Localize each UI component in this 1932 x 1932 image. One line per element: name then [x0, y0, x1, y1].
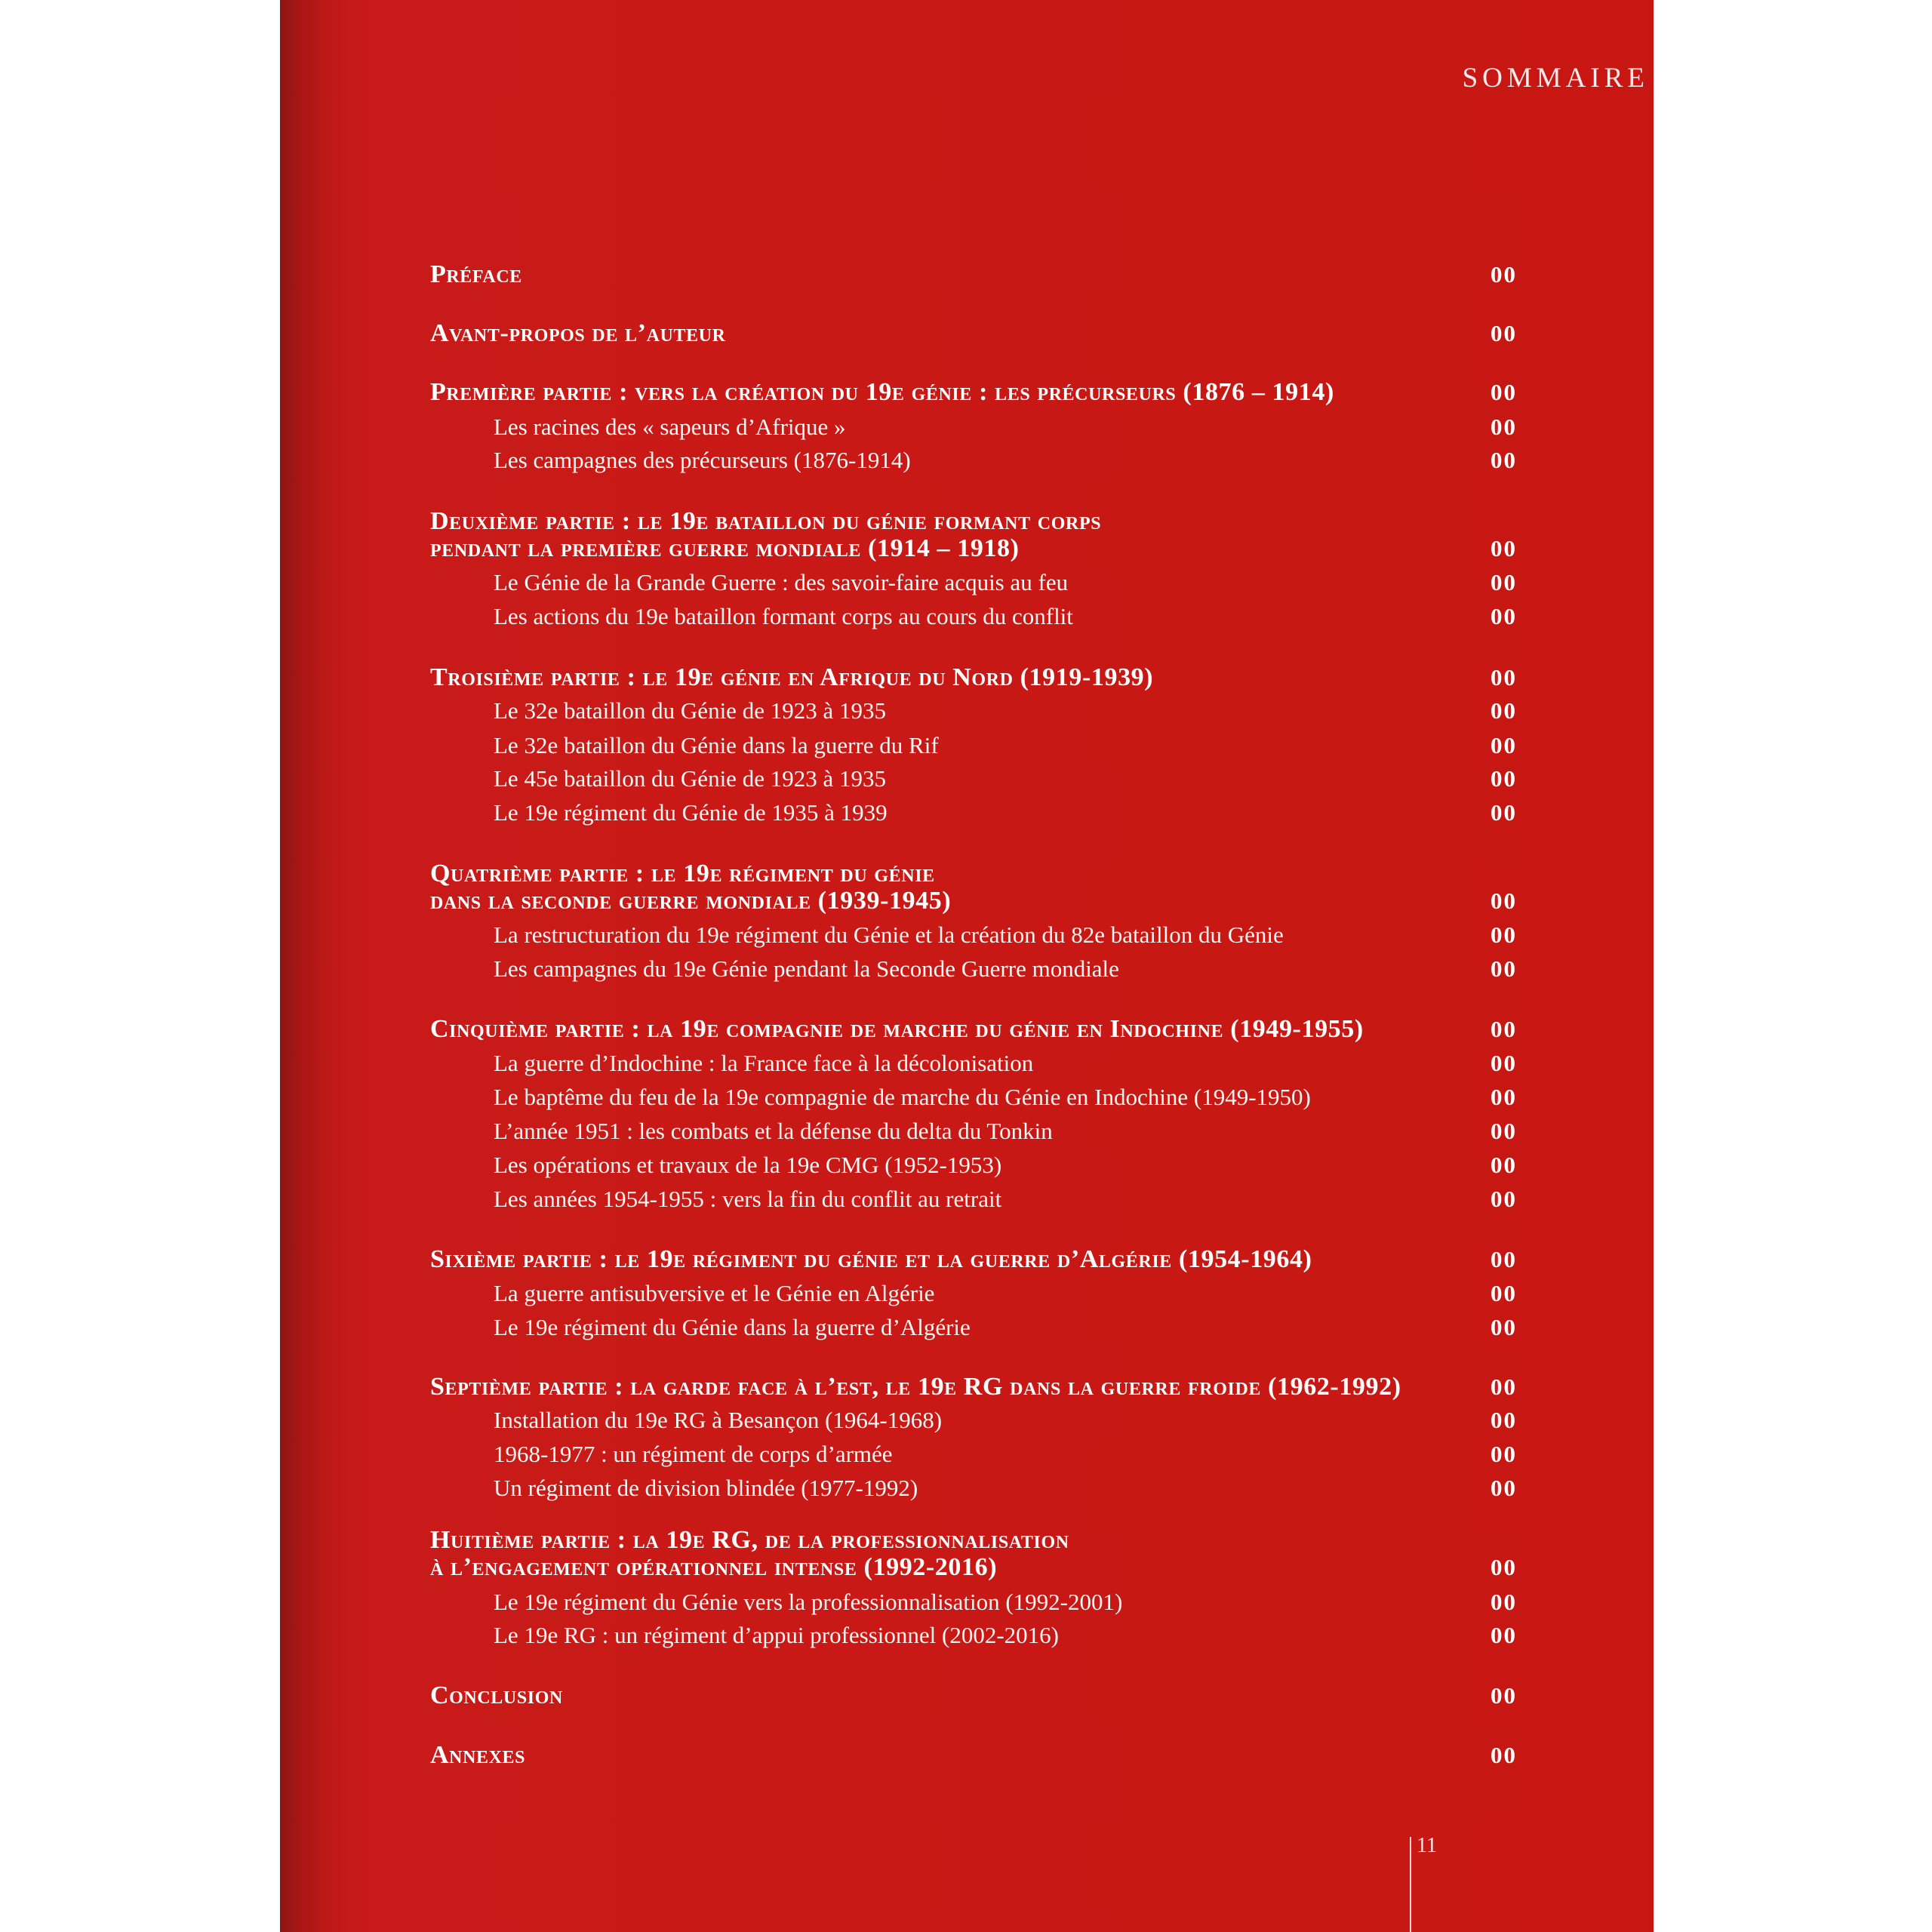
toc-entry-title: La restructuration du 19e régiment du Génie et la création du 82e bataillon du Génie: [494, 921, 1284, 948]
toc-entry-title: Le 45e bataillon du Génie de 1923 à 1935: [494, 765, 886, 792]
toc-entry-title: Huitième partie : la 19e RG, de la professionnalisation: [430, 1526, 1069, 1554]
toc-entry-title: Avant-propos de l’auteur: [430, 319, 726, 347]
toc-entry-page: 00: [1491, 447, 1517, 473]
toc-chapter-entry: [430, 796, 1517, 829]
toc-entry-title: Le 19e régiment du Génie vers la professionnalisation (1992-2001): [494, 1589, 1123, 1615]
toc-entry-page: 00: [1491, 414, 1517, 440]
toc-chapter-entry: [430, 444, 1517, 477]
toc-entry-title: Les années 1954-1955 : vers la fin du conflit au retrait: [494, 1186, 1002, 1212]
toc-entry-page: 00: [1491, 732, 1517, 758]
toc-entry-title: Sixième partie : le 19e régiment du génie et la guerre d’Algérie (1954-1964): [430, 1245, 1312, 1273]
toc-chapter-entry: [430, 411, 1517, 444]
toc-entry-page: 00: [1491, 955, 1517, 982]
toc-entry-title: à l’engagement opérationnel intense (1992-2016): [430, 1553, 998, 1581]
toc-entry-page: 00: [1491, 1407, 1517, 1433]
toc-part-entry: [430, 1243, 1517, 1276]
toc-entry-page: 00: [1491, 1589, 1517, 1615]
toc-entry-title: Le 19e RG : un régiment d’appui professionnel (2002-2016): [494, 1622, 1059, 1648]
toc-part-entry: [430, 1551, 1517, 1584]
toc-entry-page: 00: [1491, 1622, 1517, 1648]
toc-chapter-entry: [430, 1586, 1517, 1619]
toc-entry-page: 00: [1491, 1441, 1517, 1467]
toc-entry-title: Les actions du 19e bataillon formant corps au cours du conflit: [494, 603, 1073, 629]
toc-chapter-entry: [430, 1047, 1517, 1080]
toc-entry-title: Annexes: [430, 1741, 526, 1769]
toc-entry-page: 00: [1491, 379, 1517, 405]
toc-entry-title: Conclusion: [430, 1681, 563, 1709]
toc-entry-page: 00: [1491, 1742, 1517, 1768]
toc-entry-page: 00: [1491, 1084, 1517, 1110]
toc-chapter-entry: [430, 600, 1517, 633]
toc-part-entry: [430, 376, 1517, 409]
toc-entry-page: 00: [1491, 1152, 1517, 1178]
toc-part-entry: [430, 1679, 1517, 1712]
toc-entry-title: Le Génie de la Grande Guerre : des savoir-faire acquis au feu: [494, 569, 1069, 595]
toc-part-entry: [430, 1371, 1517, 1404]
toc-entry-title: L’année 1951 : les combats et la défense du delta du Tonkin: [494, 1118, 1053, 1144]
toc-entry-page: 00: [1491, 664, 1517, 691]
running-head: SOMMAIRE: [1462, 63, 1649, 94]
folio-rule: [1410, 1837, 1411, 1932]
toc-chapter-entry: [430, 1277, 1517, 1310]
toc-entry-title: Les campagnes du 19e Génie pendant la Seconde Guerre mondiale: [494, 955, 1119, 982]
toc-entry-page: 00: [1491, 1682, 1517, 1709]
toc-part-entry: [430, 317, 1517, 350]
toc-entry-title: Cinquième partie : la 19e compagnie de marche du génie en Indochine (1949-1955): [430, 1015, 1364, 1043]
toc-entry-title: Le 19e régiment du Génie dans la guerre d’Algérie: [494, 1314, 971, 1340]
toc-chapter-entry: [430, 1183, 1517, 1216]
toc-chapter-entry: [430, 952, 1517, 986]
toc-chapter-entry: [430, 694, 1517, 728]
toc-chapter-entry: [430, 918, 1517, 952]
toc-entry-page: 00: [1491, 1246, 1517, 1272]
toc-entry-title: Le 32e bataillon du Génie de 1923 à 1935: [494, 697, 886, 724]
toc-entry-page: 00: [1491, 569, 1517, 595]
toc-entry-page: 00: [1491, 1050, 1517, 1076]
toc-entry-page: 00: [1491, 1118, 1517, 1144]
toc-entry-title: Deuxième partie : le 19e bataillon du génie formant corps: [430, 507, 1102, 535]
toc-entry-title: Septième partie : la garde face à l’est, le 19e RG dans la guerre froide (1962-1992): [430, 1373, 1401, 1401]
toc-entry-page: 00: [1491, 799, 1517, 826]
toc-chapter-entry: [430, 566, 1517, 599]
toc-chapter-entry: [430, 1081, 1517, 1114]
toc-entry-title: Préface: [430, 260, 522, 288]
toc-entry-page: 00: [1491, 888, 1517, 914]
toc-entry-page: 00: [1491, 1374, 1517, 1400]
toc-entry-page: 00: [1491, 921, 1517, 948]
toc-entry-page: 00: [1491, 261, 1517, 288]
toc-entry-page: 00: [1491, 697, 1517, 724]
toc-part-entry: [430, 1739, 1517, 1772]
toc-entry-title: Première partie : vers la création du 19e génie : les précurseurs (1876 – 1914): [430, 378, 1334, 406]
toc-part-entry: [430, 884, 1517, 918]
toc-chapter-entry: [430, 1438, 1517, 1471]
toc-chapter-entry: [430, 762, 1517, 795]
toc-part-entry: [430, 661, 1517, 694]
toc-chapter-entry: [430, 1619, 1517, 1652]
toc-entry-title: La guerre antisubversive et le Génie en Algérie: [494, 1280, 935, 1306]
toc-part-entry: [430, 532, 1517, 565]
toc-entry-title: Les campagnes des précurseurs (1876-1914): [494, 447, 911, 473]
toc-entry-page: 00: [1491, 603, 1517, 629]
toc-entry-title: Le 32e bataillon du Génie dans la guerre du Rif: [494, 732, 939, 758]
toc-entry-page: 00: [1491, 320, 1517, 346]
toc-part-entry: [430, 258, 1517, 291]
toc-entry-title: dans la seconde guerre mondiale (1939-1945): [430, 887, 952, 915]
book-page: [280, 0, 1654, 1932]
toc-entry-page: 00: [1491, 535, 1517, 561]
toc-entry-title: Installation du 19e RG à Besançon (1964-1968): [494, 1407, 943, 1433]
toc-entry-title: La guerre d’Indochine : la France face à la décolonisation: [494, 1050, 1034, 1076]
toc-entry-page: 00: [1491, 1475, 1517, 1501]
toc-chapter-entry: [430, 1472, 1517, 1505]
toc-entry-page: 00: [1491, 1314, 1517, 1340]
toc-entry-page: 00: [1491, 1280, 1517, 1306]
toc-entry-title: 1968-1977 : un régiment de corps d’armée: [494, 1441, 893, 1467]
page-number: 11: [1417, 1834, 1437, 1857]
toc-chapter-entry: [430, 1149, 1517, 1182]
toc-entry-title: Un régiment de division blindée (1977-1992): [494, 1475, 918, 1501]
toc-chapter-entry: [430, 1115, 1517, 1148]
toc-chapter-entry: [430, 1311, 1517, 1344]
toc-entry-title: Les opérations et travaux de la 19e CMG (1952-1953): [494, 1152, 1002, 1178]
toc-entry-page: 00: [1491, 1016, 1517, 1042]
toc-entry-title: Les racines des « sapeurs d’Afrique »: [494, 414, 846, 440]
toc-part-entry: [430, 1013, 1517, 1046]
toc-entry-title: Le baptême du feu de la 19e compagnie de marche du Génie en Indochine (1949-1950): [494, 1084, 1311, 1110]
toc-entry-page: 00: [1491, 765, 1517, 792]
toc-entry-page: 00: [1491, 1186, 1517, 1212]
toc-entry-title: Le 19e régiment du Génie de 1935 à 1939: [494, 799, 888, 826]
toc-entry-title: pendant la première guerre mondiale (1914 – 1918): [430, 534, 1020, 562]
toc-entry-title: Quatrième partie : le 19e régiment du génie: [430, 860, 935, 888]
toc-chapter-entry: [430, 1404, 1517, 1437]
toc-entry-title: Troisième partie : le 19e génie en Afrique du Nord (1919-1939): [430, 663, 1154, 691]
toc-entry-page: 00: [1491, 1554, 1517, 1580]
toc-chapter-entry: [430, 729, 1517, 762]
